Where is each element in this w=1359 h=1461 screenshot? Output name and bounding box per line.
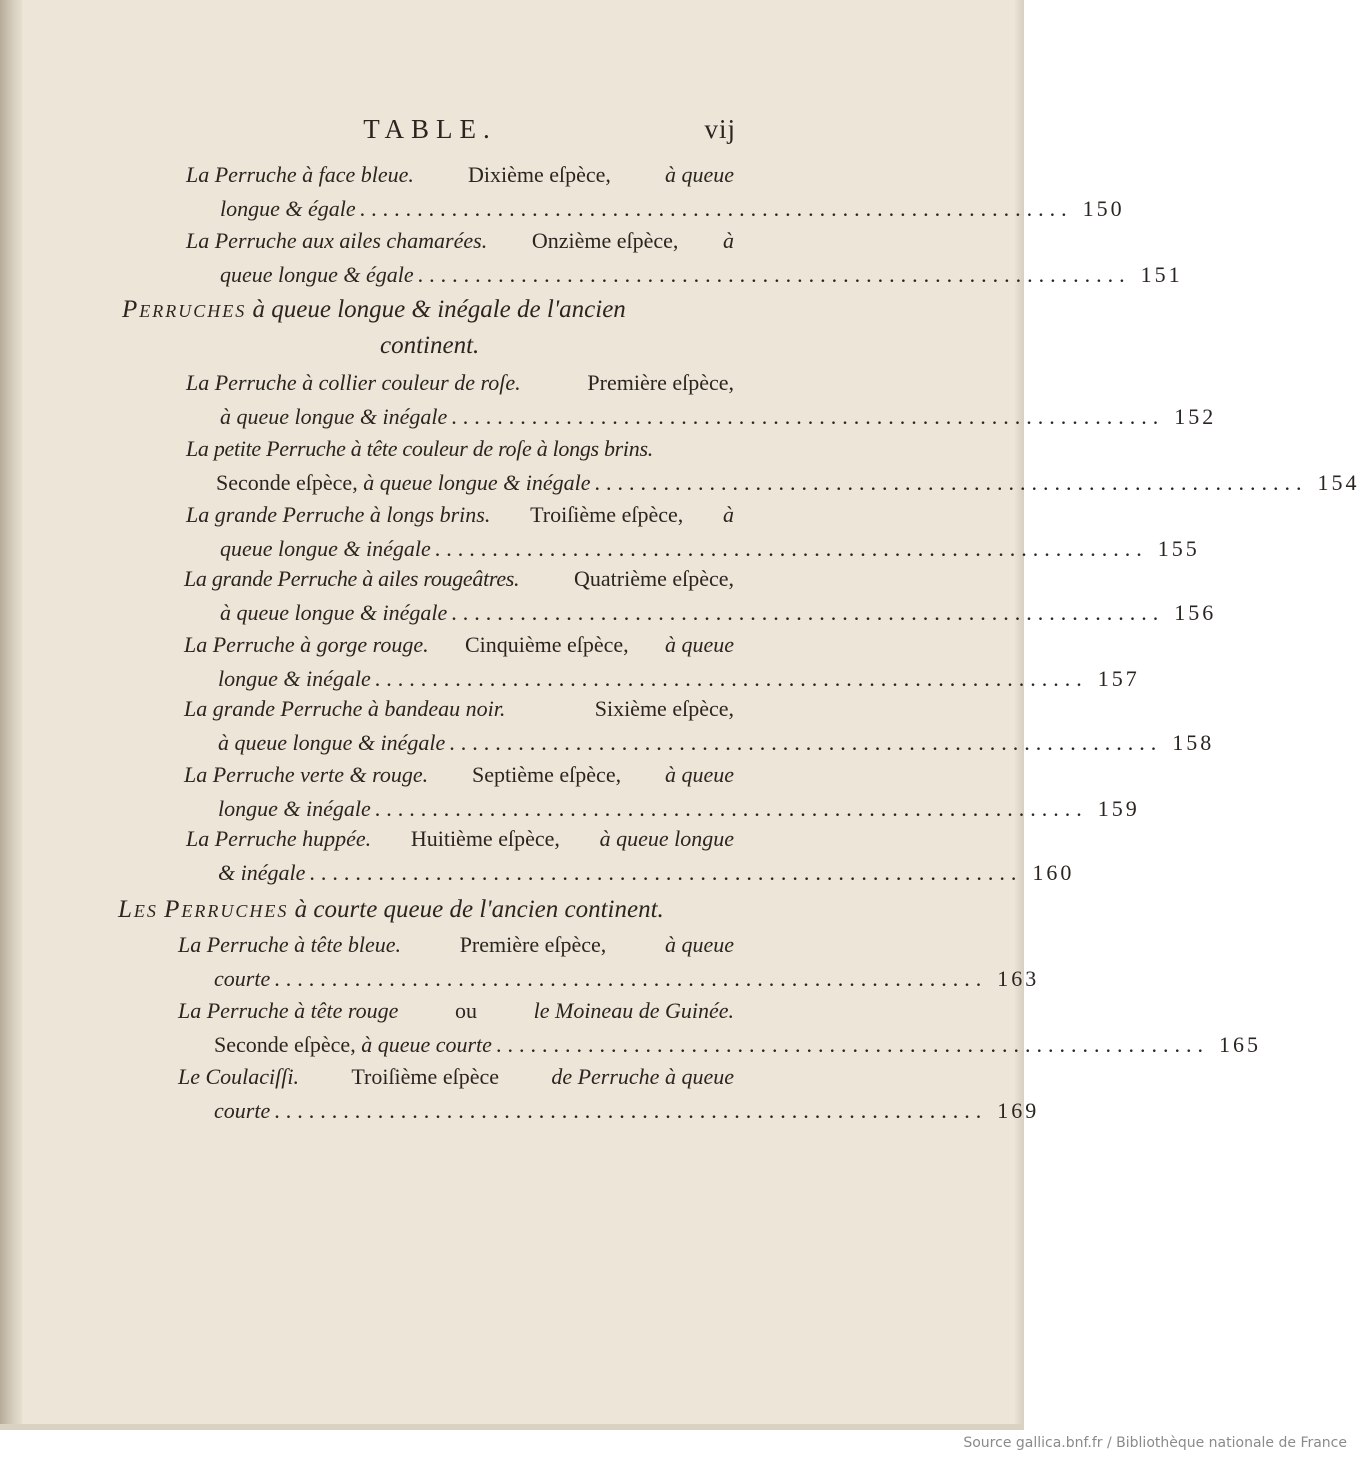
- entry-label: longue & inégale: [218, 796, 371, 821]
- entry-title: La petite Perruche à tête couleur de roſe à longs brins.: [186, 436, 653, 461]
- toc-entry-line: [178, 928, 734, 962]
- section-caps: Perruches: [122, 296, 247, 323]
- entry-label: à queue courte: [361, 1032, 492, 1057]
- entry-species: Cinquième eſpèce,: [464, 632, 629, 657]
- entry-page: 165: [1218, 1032, 1261, 1057]
- section-text: à courte queue de l'ancien continent.: [288, 896, 664, 923]
- toc-entry-line: [216, 466, 1359, 500]
- toc-entry-line: [186, 822, 734, 856]
- dot-leader: ..............................................................: [434, 536, 1148, 561]
- entry-label: longue & inégale: [218, 666, 371, 691]
- entry-species: Seconde eſpèce,: [216, 470, 364, 495]
- dot-leader: ..............................................................: [451, 600, 1165, 625]
- dot-leader: ..............................................................: [449, 730, 1163, 755]
- entry-species: Première eſpèce,: [587, 370, 734, 395]
- dot-leader: ..............................................................: [374, 666, 1088, 691]
- entry-tail: à queue: [664, 632, 734, 657]
- dot-leader: ..............................................................: [274, 966, 988, 991]
- entry-page: 159: [1097, 796, 1140, 821]
- section-caps-prefix: Les: [118, 896, 158, 923]
- section-heading-continued: [380, 328, 479, 364]
- toc-entry-line: [186, 366, 734, 400]
- entry-species: Quatrième eſpèce,: [573, 566, 734, 591]
- toc-entry-line: [214, 1094, 1040, 1128]
- entry-page: 150: [1082, 196, 1125, 221]
- dot-leader: ..............................................................: [451, 404, 1165, 429]
- toc-entry-line: [186, 432, 734, 466]
- entry-tail: à queue: [664, 762, 734, 787]
- toc-entry-line: [220, 400, 1217, 434]
- toc-entry-line: [220, 192, 1125, 226]
- page-title: TABLE.: [363, 114, 497, 144]
- entry-page: 156: [1174, 600, 1217, 625]
- entry-tail: le Moineau de Guinée.: [533, 998, 734, 1023]
- entry-title: La Perruche à gorge rouge.: [184, 632, 429, 657]
- section-heading: [122, 292, 734, 328]
- entry-tail: à: [723, 502, 734, 527]
- toc-entry-line: [218, 662, 1140, 696]
- toc-entry-line: [218, 726, 1215, 760]
- entry-title: La grande Perruche à bandeau noir.: [184, 696, 506, 721]
- toc-entry-line: [184, 562, 734, 596]
- dot-leader: ..............................................................: [274, 1098, 988, 1123]
- toc-entry-line: [178, 1060, 734, 1094]
- dot-leader: ..............................................................: [374, 796, 1088, 821]
- toc-entry-line: [220, 532, 1200, 566]
- entry-title: La Perruche à tête bleue.: [178, 932, 401, 957]
- toc-entry-line: [220, 258, 1183, 292]
- entry-species: Onzième eſpèce,: [531, 228, 679, 253]
- entry-page: 158: [1172, 730, 1215, 755]
- toc-entry-line: [184, 692, 734, 726]
- section-text: continent.: [380, 332, 480, 359]
- toc-entry-line: [186, 224, 734, 258]
- entry-label: queue longue & inégale: [220, 536, 431, 561]
- source-credit: Source gallica.bnf.fr / Bibliothèque nationale de France: [963, 1435, 1347, 1451]
- entry-label: à queue longue & inégale: [220, 404, 448, 429]
- entry-title: La Perruche huppée.: [186, 826, 372, 851]
- entry-species: Dixième eſpèce,: [467, 162, 611, 187]
- entry-tail: à queue: [664, 162, 734, 187]
- toc-entry-line: [178, 994, 734, 1028]
- entry-page: 152: [1174, 404, 1217, 429]
- entry-title: La Perruche à tête rouge: [178, 998, 399, 1023]
- entry-species: Seconde eſpèce,: [214, 1032, 362, 1057]
- entry-tail: de Perruche à queue: [551, 1064, 734, 1089]
- entry-page: 160: [1032, 860, 1075, 885]
- entry-title: La Perruche verte & rouge.: [184, 762, 429, 787]
- page-number: vij: [704, 114, 736, 144]
- toc-entry-line: [220, 596, 1217, 630]
- toc-entry-line: [218, 856, 1075, 890]
- entry-tail: à queue: [664, 932, 734, 957]
- entry-label: & inégale: [218, 860, 306, 885]
- entry-title: La Perruche à collier couleur de roſe.: [186, 370, 521, 395]
- dot-leader: ..............................................................: [417, 262, 1131, 287]
- entry-species: Sixième eſpèce,: [594, 696, 734, 721]
- entry-tail: à queue longue: [599, 826, 734, 851]
- entry-connector: ou: [454, 998, 477, 1023]
- entry-page: 151: [1140, 262, 1183, 287]
- entry-title: La grande Perruche à longs brins.: [186, 502, 491, 527]
- entry-title: La grande Perruche à ailes rougeâtres.: [184, 566, 520, 591]
- entry-species: Huitième eſpèce,: [410, 826, 560, 851]
- entry-label: queue longue & égale: [220, 262, 414, 287]
- entry-label: à queue longue & inégale: [363, 470, 591, 495]
- toc-entry-line: [184, 758, 734, 792]
- entry-species: Première eſpèce,: [459, 932, 607, 957]
- entry-title: La Perruche aux ailes chamarées.: [186, 228, 488, 253]
- toc-entry-line: [218, 792, 1140, 826]
- dot-leader: ..............................................................: [309, 860, 1023, 885]
- toc-entry-line: [184, 628, 734, 662]
- entry-species: Troiſième eſpèce,: [530, 502, 684, 527]
- dot-leader: ..............................................................: [594, 470, 1308, 495]
- entry-title: Le Coulaciſſi.: [178, 1064, 299, 1089]
- dot-leader: ..............................................................: [359, 196, 1073, 221]
- toc-entry-line: [214, 962, 1040, 996]
- entry-label: à queue longue & inégale: [220, 600, 448, 625]
- section-heading: [118, 892, 738, 928]
- toc-entry-line: [186, 498, 734, 532]
- entry-tail: à: [722, 228, 734, 253]
- toc-entry-line: [186, 158, 734, 192]
- entry-species: Troiſième eſpèce: [351, 1064, 499, 1089]
- entry-label: longue & égale: [220, 196, 356, 221]
- entry-label: à queue longue & inégale: [218, 730, 446, 755]
- entry-species: Septième eſpèce,: [472, 762, 622, 787]
- dot-leader: ..............................................................: [495, 1032, 1209, 1057]
- entry-title: La Perruche à face bleue.: [186, 162, 414, 187]
- entry-label: courte: [214, 1098, 271, 1123]
- entry-page: 155: [1157, 536, 1200, 561]
- entry-page: 157: [1097, 666, 1140, 691]
- entry-page: 154: [1317, 470, 1359, 495]
- toc-entry-line: [214, 1028, 1261, 1062]
- section-caps: Perruches: [164, 896, 289, 923]
- running-header: [120, 114, 740, 154]
- entry-page: 163: [997, 966, 1040, 991]
- entry-label: courte: [214, 966, 271, 991]
- section-text: à queue longue & inégale de l'ancien: [246, 296, 626, 323]
- entry-page: 169: [997, 1098, 1040, 1123]
